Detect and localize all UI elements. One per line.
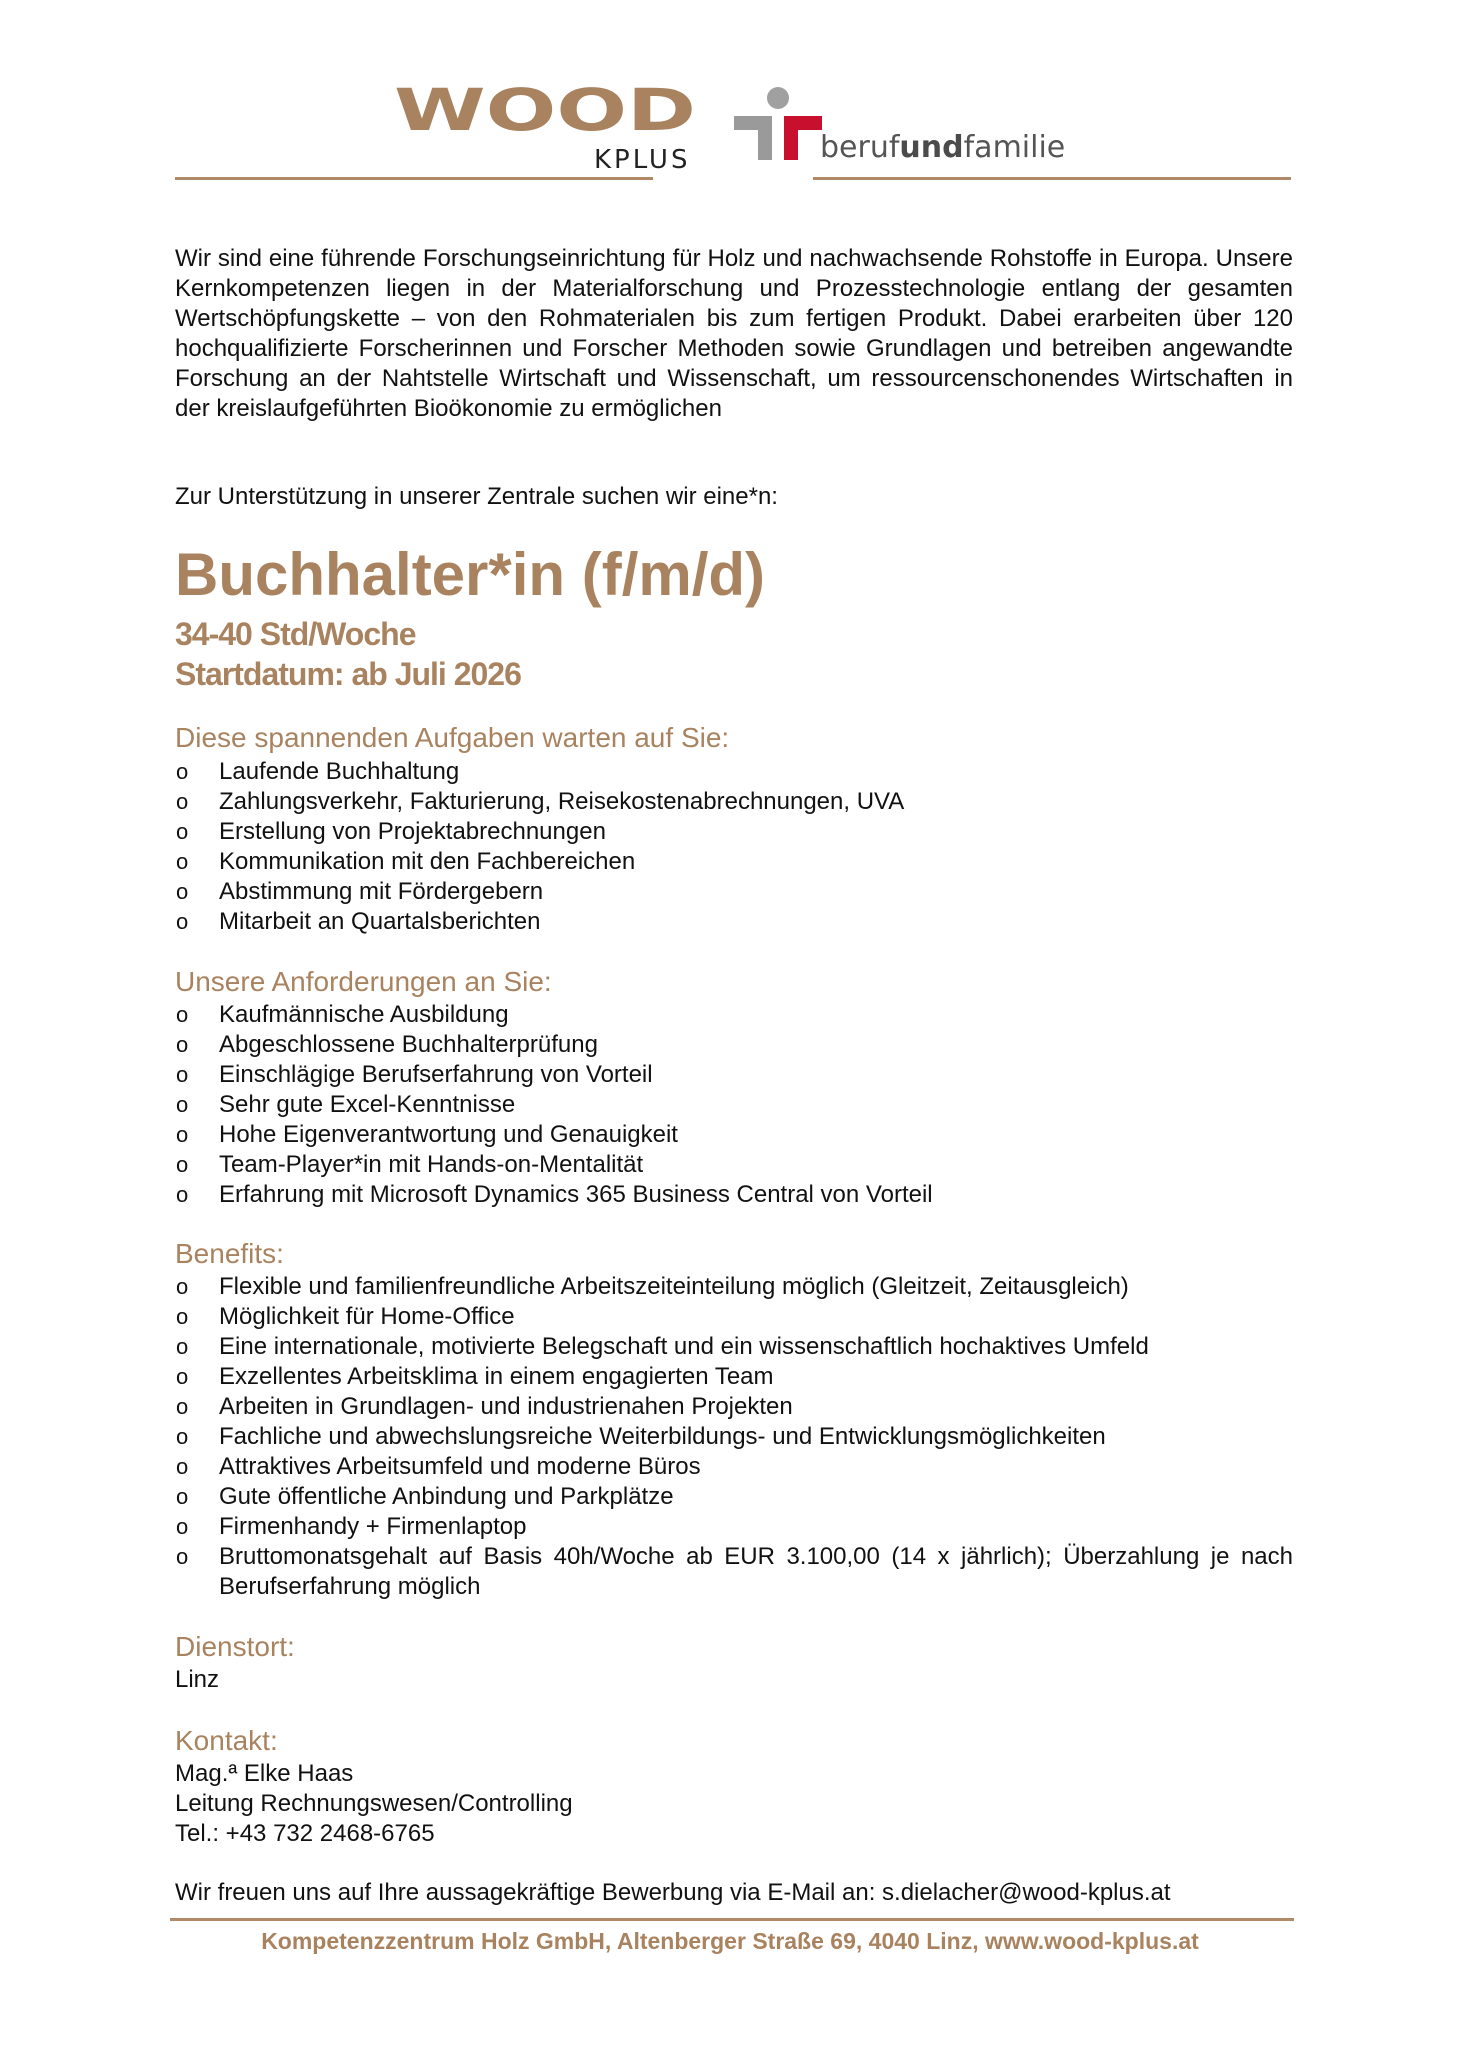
list-item-text: Hohe Eigenverantwortung und Genauigkeit [219, 1121, 678, 1148]
logo-kplus-text: KPLUS [594, 145, 691, 175]
bullet-marker: o [176, 1334, 189, 1359]
list-item-text: Attraktives Arbeitsumfeld und moderne Büros [219, 1453, 701, 1480]
list-item [175, 1120, 1293, 1150]
contact-phone: Tel.: +43 732 2468-6765 [175, 1820, 435, 1847]
tasks-heading: Diese spannenden Aufgaben warten auf Sie: [175, 722, 730, 753]
bullet-marker: o [176, 1544, 189, 1569]
list-item [175, 1150, 1293, 1180]
list-item [175, 1512, 1293, 1542]
list-item-text: Laufende Buchhaltung [219, 758, 460, 785]
list-item-text: Gute öffentliche Anbindung und Parkplätze [219, 1483, 674, 1510]
list-item [175, 1030, 1293, 1060]
wood-kplus-logo [392, 80, 702, 175]
list-item [175, 817, 1293, 847]
apply-sentence: Wir freuen uns auf Ihre aussagekräftige Bewerbung via E-Mail an: s.dielacher@wood-kplus.at [175, 1879, 1171, 1906]
requirements-heading: Unsere Anforderungen an Sie: [175, 966, 552, 997]
list-item-text: Abstimmung mit Fördergebern [219, 878, 544, 905]
list-item [175, 787, 1293, 817]
intro-paragraph: Wir sind eine führende Forschungseinrichtung für Holz und nachwachsende Rohstoffe in Europa. Unsere Kernkompetenzen liegen in der Materialforschung und Prozesstechnologie entlang der gesamten Wertschöpfungskette – von den Rohmaterialen bis zum fertigen Produkt. Dabei erarbeiten über 120 hochqualifizierte Forscherinnen und Forscher Methoden sowie Grundlagen und betreiben angewandte Forschung an der Nahtstelle Wirtschaft und Wissenschaft, um ressourcenschonendes Wirtschaften in der kreislaufgeführten Bioökonomie zu ermöglichen [175, 245, 1293, 422]
bullet-marker: o [176, 1304, 189, 1329]
list-item-text: Sehr gute Excel-Kenntnisse [219, 1091, 516, 1118]
list-item-text: Fachliche und abwechslungsreiche Weiterbildungs- und Entwicklungsmöglichkeiten [219, 1423, 1106, 1450]
bullet-marker: o [176, 1274, 189, 1299]
list-item-text: Flexible und familienfreundliche Arbeitszeiteinteilung möglich (Gleitzeit, Zeitausgleich) [219, 1273, 1129, 1300]
bullet-marker: o [176, 1152, 189, 1177]
footer-rule [170, 1918, 1294, 1921]
lead-sentence: Zur Unterstützung in unserer Zentrale suchen wir eine*n: [175, 483, 778, 510]
bullet-marker: o [176, 1182, 189, 1207]
list-item [175, 877, 1293, 907]
contact-role: Leitung Rechnungswesen/Controlling [175, 1790, 573, 1817]
tasks-list [175, 757, 1293, 937]
list-item [175, 1302, 1293, 1332]
list-item-text: Bruttomonatsgehalt auf Basis 40h/Woche ab EUR 3.100,00 (14 x jährlich); Überzahlung je nach Berufserfahrung möglich [219, 1543, 1293, 1600]
list-item [175, 757, 1293, 787]
header-rule-right [813, 177, 1291, 180]
contact-heading: Kontakt: [175, 1725, 278, 1756]
list-item [175, 1422, 1293, 1452]
bullet-marker: o [176, 1484, 189, 1509]
list-item-text: Arbeiten in Grundlagen- und industrienahen Projekten [219, 1393, 793, 1420]
list-item [175, 1542, 1293, 1602]
bullet-marker: o [176, 1364, 189, 1389]
bullet-marker: o [176, 1514, 189, 1539]
list-item [175, 1332, 1293, 1362]
location-value: Linz [175, 1666, 220, 1693]
job-hours: 34-40 Std/Woche [175, 616, 416, 652]
job-title: Buchhalter*in (f/m/d) [175, 541, 766, 608]
header-rule-left [175, 177, 653, 180]
list-item-text: Zahlungsverkehr, Fakturierung, Reisekostenabrechnungen, UVA [219, 788, 905, 815]
bullet-marker: o [176, 909, 189, 934]
list-item-text: Kaufmännische Ausbildung [219, 1001, 509, 1028]
list-item-text: Mitarbeit an Quartalsberichten [219, 908, 541, 935]
bullet-marker: o [176, 1122, 189, 1147]
bullet-marker: o [176, 789, 189, 814]
benefits-heading: Benefits: [175, 1238, 284, 1269]
bullet-marker: o [176, 1394, 189, 1419]
list-item-text: Möglichkeit für Home-Office [219, 1303, 515, 1330]
list-item-text: Kommunikation mit den Fachbereichen [219, 848, 636, 875]
contact-name: Mag.ª Elke Haas [175, 1760, 354, 1787]
bullet-marker: o [176, 1454, 189, 1479]
list-item-text: Erstellung von Projektabrechnungen [219, 818, 606, 845]
list-item [175, 1060, 1293, 1090]
job-start-date: Startdatum: ab Juli 2026 [175, 656, 521, 692]
bullet-marker: o [176, 879, 189, 904]
berufundfamilie-logo-text: berufundfamilie [820, 130, 1066, 165]
logo-wood-text: WOOD [394, 80, 696, 144]
list-item-text: Firmenhandy + Firmenlaptop [219, 1513, 527, 1540]
list-item [175, 1090, 1293, 1120]
list-item [175, 1180, 1293, 1210]
list-item [175, 1000, 1293, 1030]
bullet-marker: o [176, 819, 189, 844]
bullet-marker: o [176, 1092, 189, 1117]
list-item [175, 847, 1293, 877]
list-item [175, 1392, 1293, 1422]
bullet-marker: o [176, 1424, 189, 1449]
list-item-text: Abgeschlossene Buchhalterprüfung [219, 1031, 598, 1058]
bullet-marker: o [176, 1062, 189, 1087]
list-item-text: Team-Player*in mit Hands-on-Mentalität [219, 1151, 644, 1178]
list-item-text: Eine internationale, motivierte Belegschaft und ein wissenschaftlich hochaktives Umfeld [219, 1333, 1149, 1360]
bullet-marker: o [176, 1002, 189, 1027]
bullet-marker: o [176, 1032, 189, 1057]
list-item [175, 1362, 1293, 1392]
list-item [175, 907, 1293, 937]
benefits-list [175, 1272, 1293, 1602]
list-item [175, 1452, 1293, 1482]
bullet-marker: o [176, 759, 189, 784]
bullet-marker: o [176, 849, 189, 874]
list-item-text: Erfahrung mit Microsoft Dynamics 365 Business Central von Vorteil [219, 1181, 933, 1208]
list-item-text: Einschlägige Berufserfahrung von Vorteil [219, 1061, 653, 1088]
requirements-list [175, 1000, 1293, 1210]
list-item-text: Exzellentes Arbeitsklima in einem engagierten Team [219, 1363, 774, 1390]
list-item [175, 1482, 1293, 1512]
list-item [175, 1272, 1293, 1302]
location-heading: Dienstort: [175, 1631, 295, 1662]
footer-address: Kompetenzzentrum Holz GmbH, Altenberger Straße 69, 4040 Linz, www.wood-kplus.at [261, 1928, 1199, 1954]
